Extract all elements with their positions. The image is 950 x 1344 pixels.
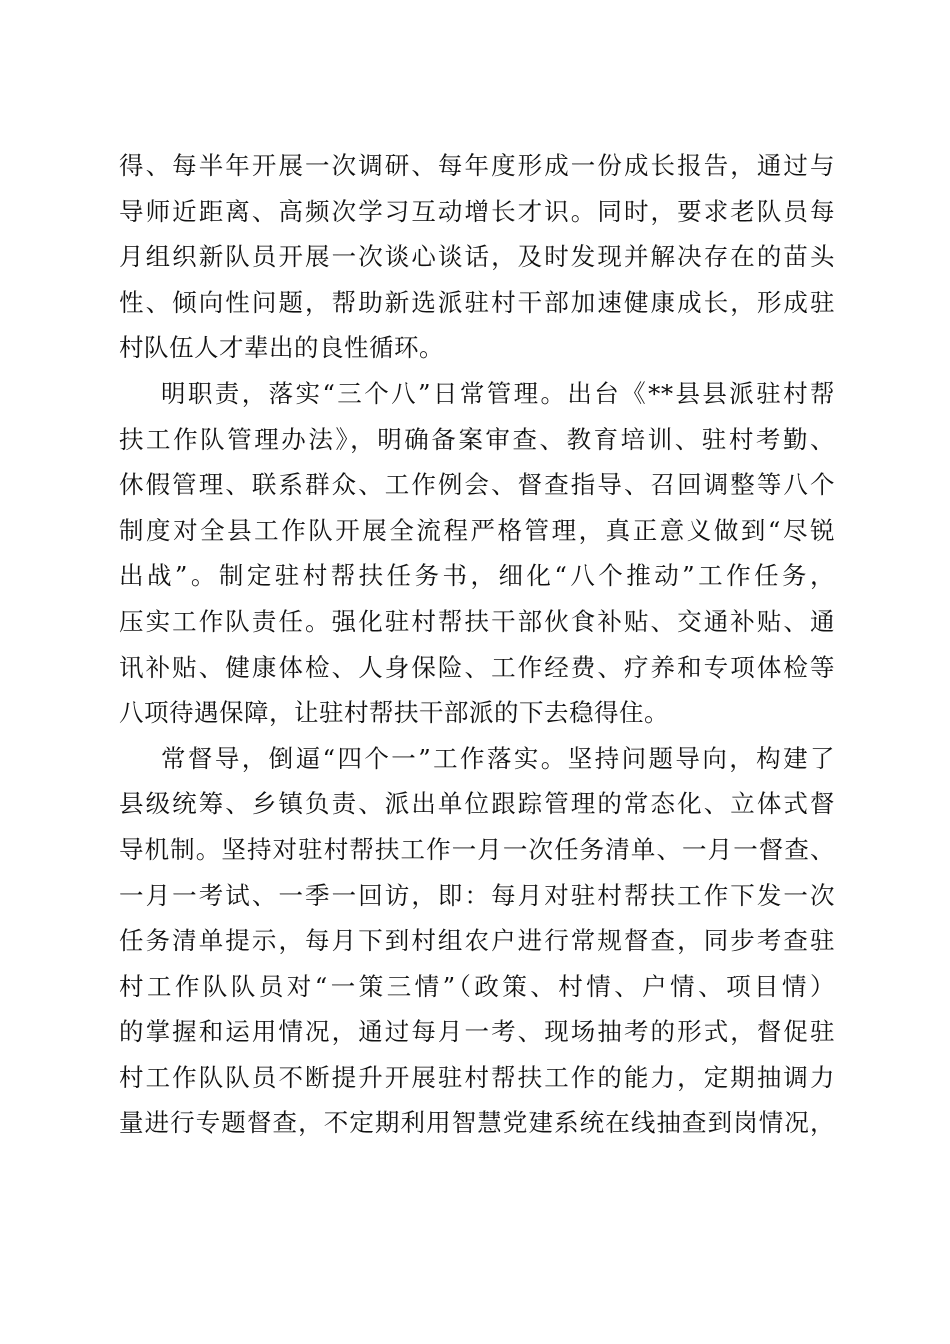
document-body <box>119 143 835 1146</box>
text-line: 出战”。制定驻村帮扶任务书，细化“八个推动”工作任务， <box>119 561 835 591</box>
paragraph-heading-line: 常督导，倒逼“四个一”工作落实。坚持问题导向，构建了 <box>161 743 835 773</box>
text-line: 导师近距离、高频次学习互动增长才识。同时，要求老队员每 <box>119 196 835 226</box>
text-line: 的掌握和运用情况，通过每月一考、现场抽考的形式，督促驻 <box>119 1017 835 1047</box>
text-line: 休假管理、联系群众、工作例会、督查指导、召回调整等八个 <box>119 470 835 500</box>
text-line: 量进行专题督查，不定期利用智慧党建系统在线抽查到岗情况， <box>119 1108 835 1138</box>
text-line: 讯补贴、健康体检、人身保险、工作经费、疗养和专项体检等 <box>119 652 835 682</box>
text-line: 扶工作队管理办法》，明确备案审查、教育培训、驻村考勤、 <box>119 424 835 454</box>
text-line: 得、每半年开展一次调研、每年度形成一份成长报告，通过与 <box>119 151 835 180</box>
text-line: 县级统筹、乡镇负责、派出单位跟踪管理的常态化、立体式督 <box>119 789 835 819</box>
text-line: 压实工作队责任。强化驻村帮扶干部伙食补贴、交通补贴、通 <box>119 606 835 636</box>
text-line: 一月一考试、一季一回访，即：每月对驻村帮扶工作下发一次 <box>119 880 835 910</box>
paragraph-heading-line: 明职责，落实“三个八”日常管理。出台《**县县派驻村帮 <box>161 378 835 408</box>
text-line: 导机制。坚持对驻村帮扶工作一月一次任务清单、一月一督查、 <box>119 834 835 864</box>
text-line: 制度对全县工作队开展全流程严格管理，真正意义做到“尽锐 <box>119 515 835 545</box>
text-line-paragraph-end: 八项待遇保障，让驻村帮扶干部派的下去稳得住。 <box>119 698 669 728</box>
text-line: 任务清单提示，每月下到村组农户进行常规督查，同步考查驻 <box>119 926 835 956</box>
text-line: 月组织新队员开展一次谈心谈话，及时发现并解决存在的苗头 <box>119 242 835 272</box>
text-line: 性、倾向性问题，帮助新选派驻村干部加速健康成长，形成驻 <box>119 287 835 317</box>
text-line-paragraph-end: 村队伍人才辈出的良性循环。 <box>119 333 444 363</box>
text-line: 村工作队队员对“一策三情”（政策、村情、户情、项目情） <box>119 971 835 1001</box>
text-line: 村工作队队员不断提升开展驻村帮扶工作的能力，定期抽调力 <box>119 1062 835 1092</box>
